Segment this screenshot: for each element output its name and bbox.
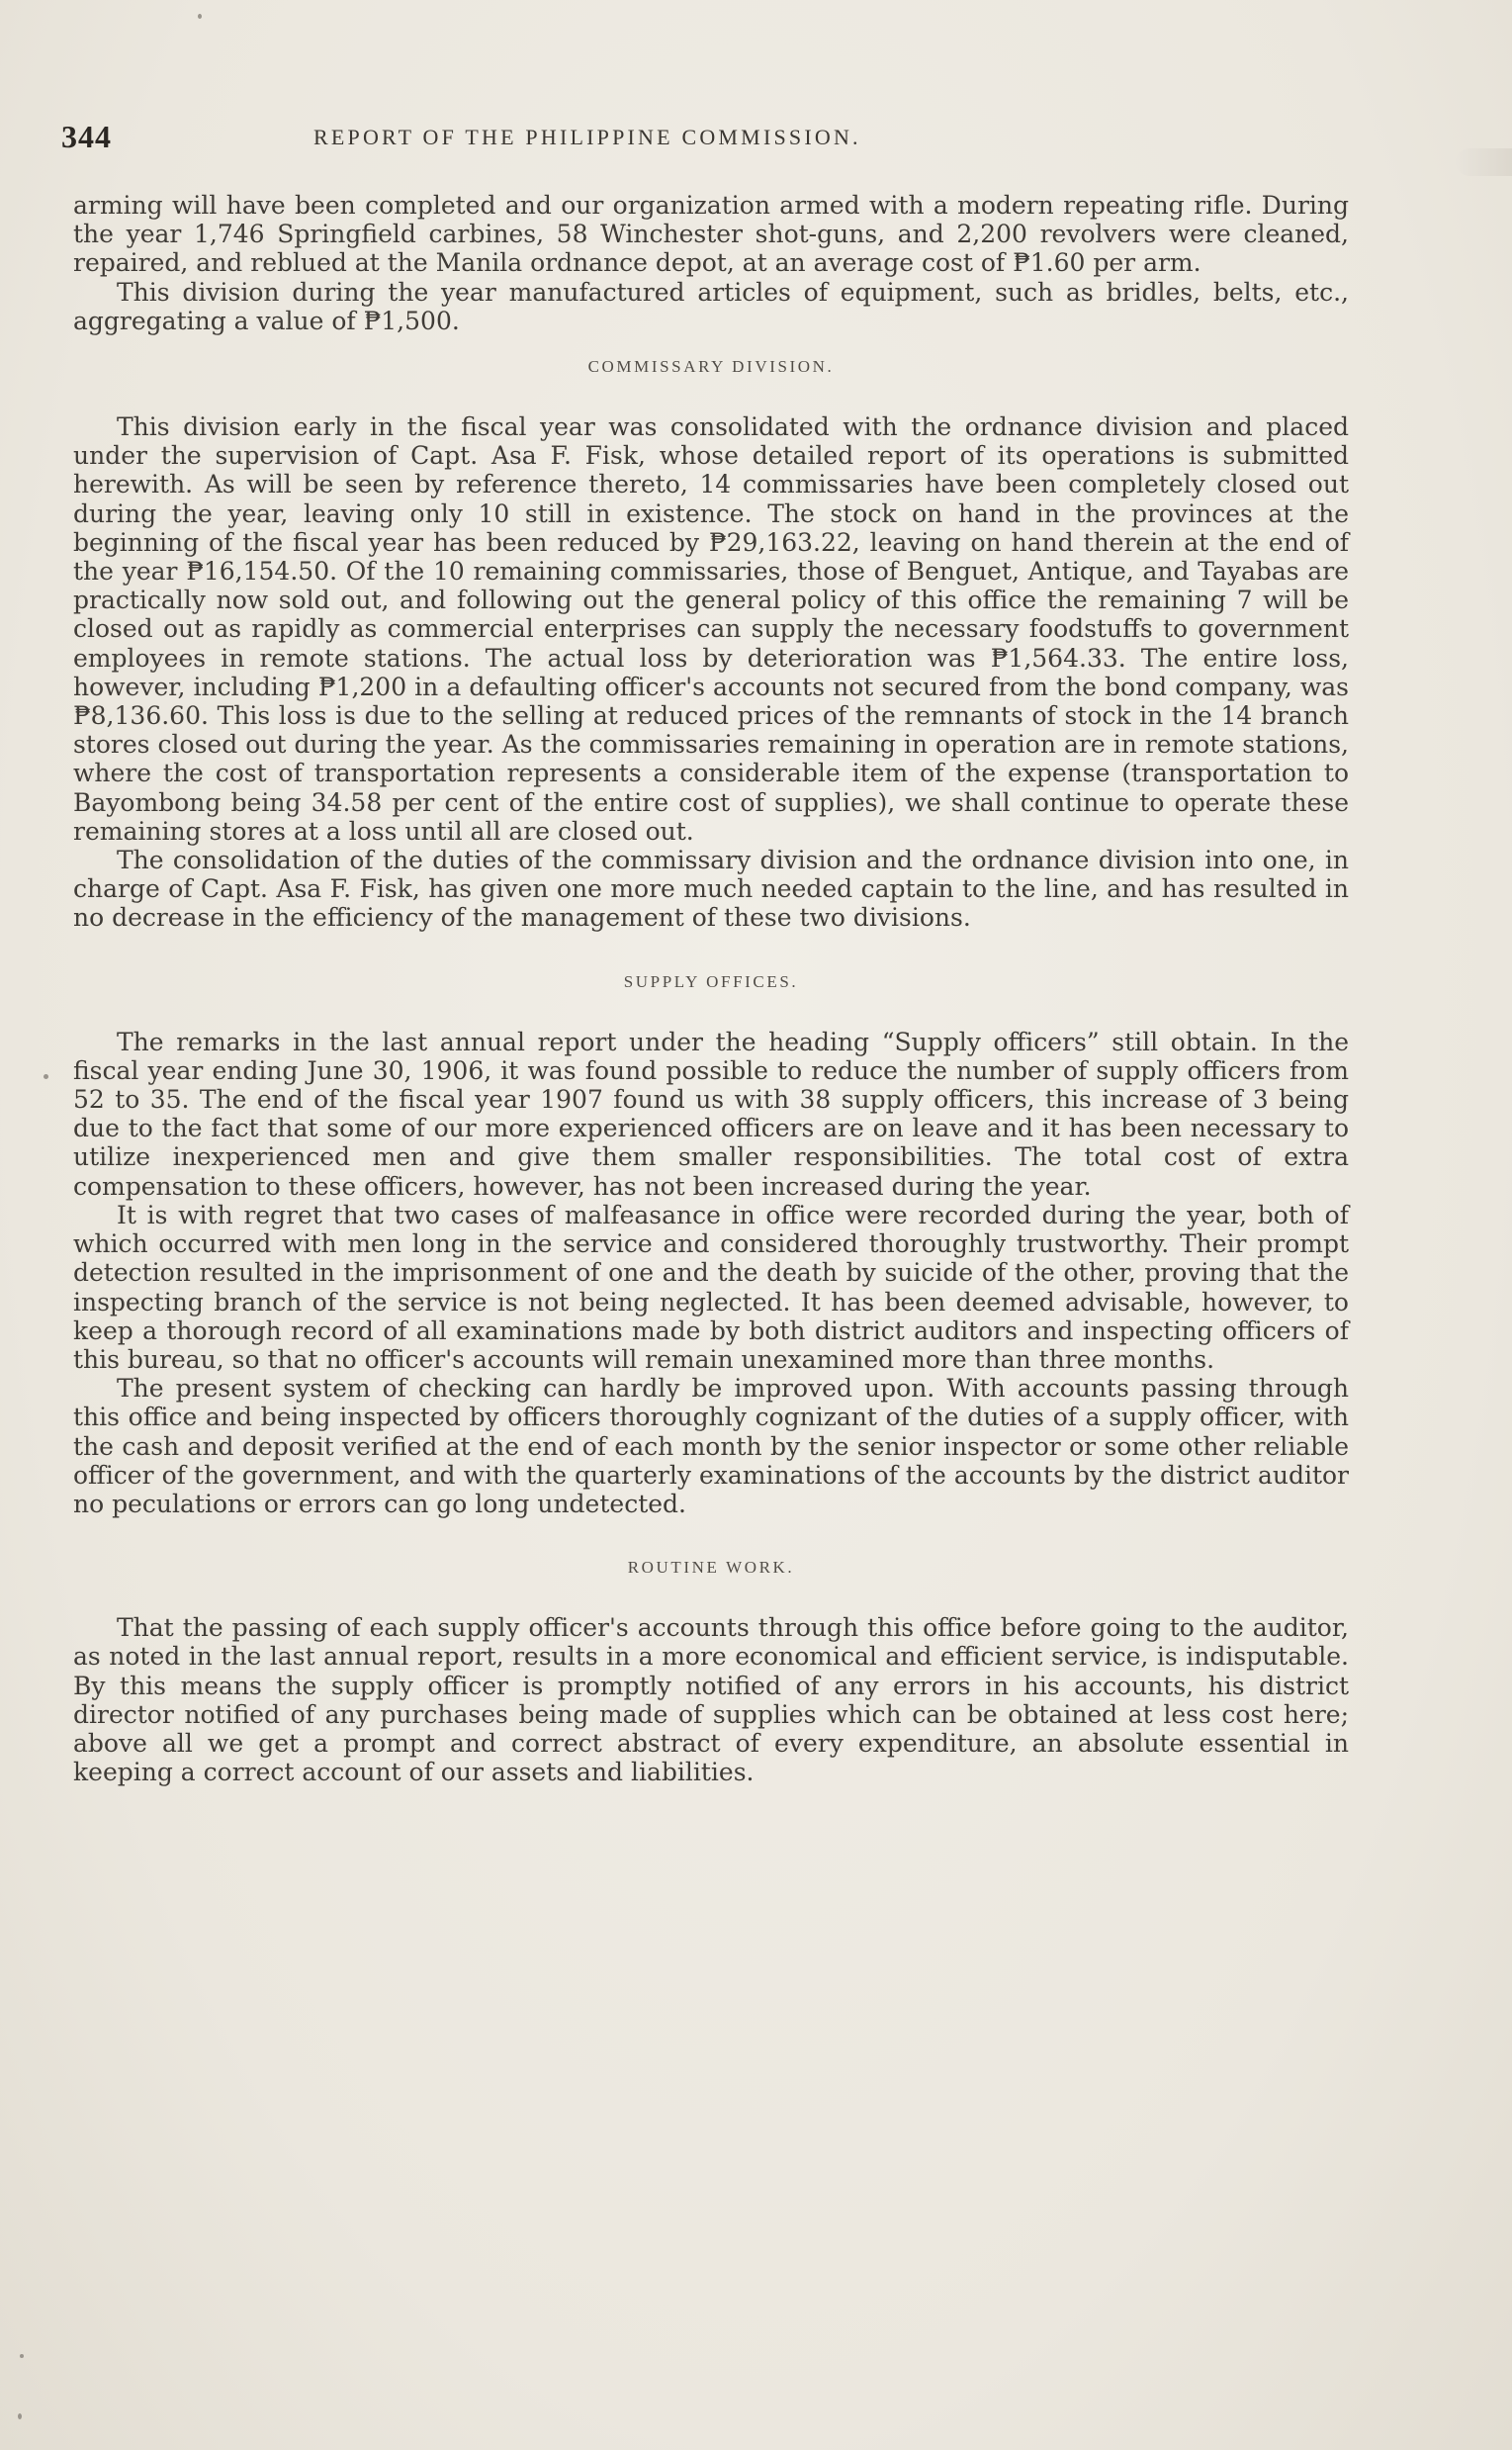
- paragraph-ordnance-equipment: This division during the year manufactured articles of equipment, such as bridles, belts, etc., aggregating a value of ₱1,500.: [73, 277, 1349, 335]
- heading-routine-work: ROUTINE WORK.: [627, 1558, 795, 1578]
- running-header: [61, 119, 1347, 168]
- print-speck: [44, 1074, 48, 1079]
- heading-supply-offices: SUPPLY OFFICES.: [623, 971, 799, 991]
- paragraph-supply-malfeasance: It is with regret that two cases of malfeasance in office were recorded during the year, both of which occurred with men long in the service and considered thoroughly trustworthy. Their prompt detection resulted in the imprisonment of one and the death by suicide of the other, proving that the inspecting branch of the service is not being neglected. It has been deemed advisable, however, to keep a thorough record of all examinations made by both district auditors and inspecting officers of this bureau, so that no officer's accounts will remain unexamined more than three months.: [73, 1200, 1349, 1374]
- page-edge-mark: [1456, 148, 1512, 176]
- heading-commissary-division: COMMISSARY DIVISION.: [587, 357, 835, 377]
- paragraph-ordnance-arming: arming will have been completed and our organization armed with a modern repeating rifle. During the year 1,746 Springfield carbines, 58 Winchester shot-guns, and 2,200 revolvers were cleaned, repaired, and reblued at the Manila ordnance depot, at an average cost of ₱1.60 per arm.: [73, 191, 1349, 278]
- body-text: [73, 191, 1349, 1786]
- running-title: REPORT OF THE PHILIPPINE COMMISSION.: [313, 125, 861, 149]
- page-number: 344: [61, 119, 112, 154]
- paragraph-supply-checking: The present system of checking can hardly be improved upon. With accounts passing through this office and being inspected by officers thoroughly cognizant of the duties of a supply officer, with the cash and deposit verified at the end of each month by the senior inspector or some other reliable officer of the government, and with the quarterly examinations of the accounts by the district auditor no peculations or errors can go long undetected.: [73, 1374, 1349, 1518]
- print-speck: [18, 2413, 22, 2419]
- paragraph-commissary-duties: The consolidation of the duties of the commissary division and the ordnance division into one, in charge of Capt. Asa F. Fisk, has given one more much needed captain to the line, and has resulted in no decrease in the efficiency of the management of these two divisions.: [73, 846, 1349, 933]
- print-speck: [20, 2354, 24, 2358]
- print-speck: [198, 14, 202, 19]
- paragraph-supply-remarks: The remarks in the last annual report under the heading “Supply officers” still obtain. In the fiscal year ending June 30, 1906, it was found possible to reduce the number of supply officers from 52 to 35. The end of the fiscal year 1907 found us with 38 supply officers, this increase of 3 being due to the fact that some of our more experienced officers are on leave and it has been necessary to utilize inexperienced men and give them smaller responsibilities. The total cost of extra compensation to these officers, however, has not been increased during the year.: [73, 1027, 1349, 1201]
- paragraph-commissary-consolidation: This division early in the fiscal year was consolidated with the ordnance division and placed under the supervision of Capt. Asa F. Fisk, whose detailed report of its operations is submitted herewith. As will be seen by reference thereto, 14 commissaries have been completely closed out during the year, leaving only 10 still in existence. The stock on hand in the provinces at the beginning of the fiscal year has been reduced by ₱29,163.22, leaving on hand therein at the end of the year ₱16,154.50. Of the 10 remaining commissaries, those of Benguet, Antique, and Tayabas are practically now sold out, and following out the general policy of this office the remaining 7 will be closed out as rapidly as commercial enterprises can supply the necessary foodstuffs to government employees in remote stations. The actual loss by deterioration was ₱1,564.33. The entire loss, however, including ₱1,200 in a defaulting officer's accounts not secured from the bond company, was ₱8,136.60. This loss is due to the selling at reduced prices of the remnants of stock in the 14 branch stores closed out during the year. As the commissaries remaining in operation are in remote stations, where the cost of transportation represents a considerable item of the expense (transportation to Bayombong being 34.58 per cent of the entire cost of supplies), we shall continue to operate these remaining stores at a loss until all are closed out.: [73, 412, 1349, 846]
- paragraph-routine-work: That the passing of each supply officer's accounts through this office before going to the auditor, as noted in the last annual report, results in a more economical and efficient service, is indisputable. By this means the supply officer is promptly notified of any errors in his accounts, his district director notified of any purchases being made of supplies which can be obtained at less cost here; above all we get a prompt and correct abstract of every expenditure, an absolute essential in keeping a correct account of our assets and liabilities.: [73, 1613, 1349, 1787]
